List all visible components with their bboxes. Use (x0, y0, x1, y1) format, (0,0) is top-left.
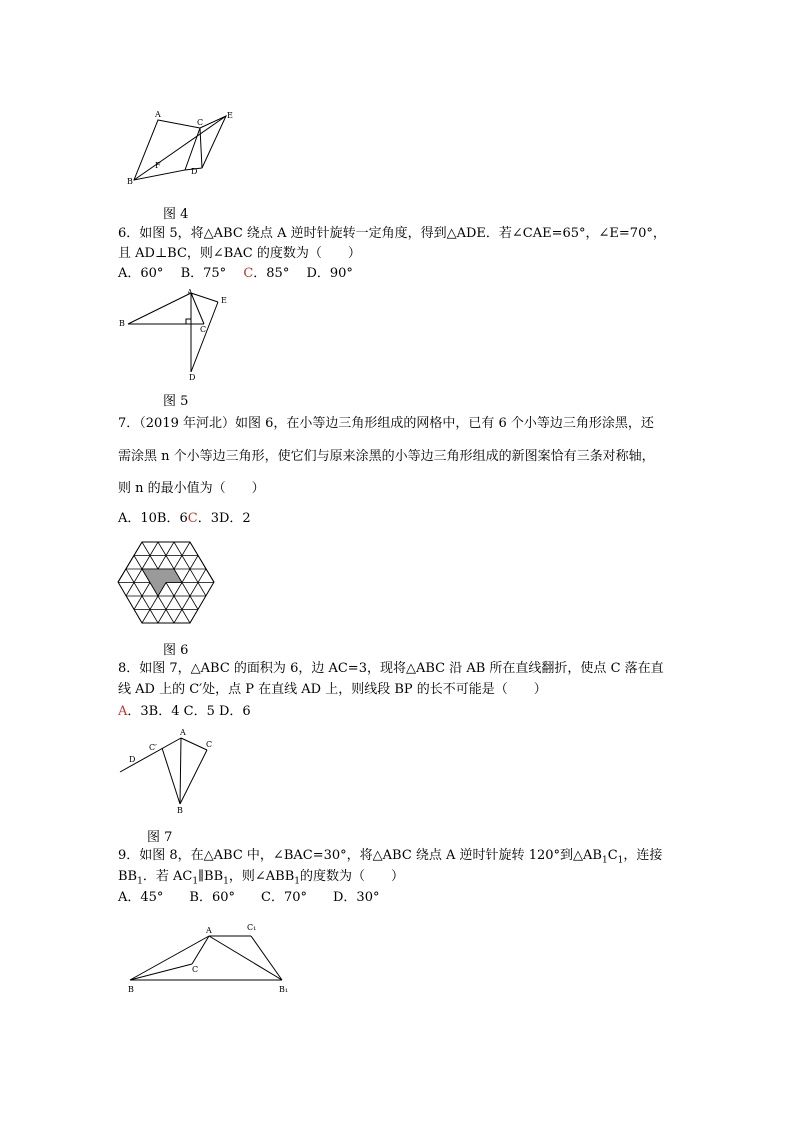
fig5-label-D: D (189, 373, 196, 382)
fig5-label-A: A (187, 288, 193, 297)
q7-options (118, 511, 251, 527)
q6-option-b: B．75° (180, 266, 227, 281)
fig8-label-B: B (128, 985, 134, 994)
q9-text-line1 (118, 848, 662, 869)
fig4-label-B: B (127, 177, 133, 186)
fig8-label-A: A (206, 926, 212, 935)
q7-text-line2: 需涂黑 n 个小等边三角形，使它们与原来涂黑的小等边三角形组成的新图案恰有三条对称轴， (118, 449, 655, 464)
fig8-label-B1: B₁ (279, 985, 289, 994)
q9-line2-sub2: 1 (192, 876, 199, 887)
fig5-label-C: C (200, 325, 207, 334)
q9-line2-sub1: 1 (137, 876, 143, 887)
q6-text-line1: 6．如图 5，将△ABC 绕点 A 逆时针旋转一定角度，得到△ADE．若∠CAE=65°，∠E=70°， (118, 226, 666, 241)
fig7-label-D: D (129, 755, 136, 764)
q9-line2-e: 的度数为（ ） (300, 869, 405, 884)
fig7-caption: 图 7 (147, 830, 173, 845)
q8-options-rest: ．3B．4 C．5 D．6 (127, 704, 251, 719)
q9-text-line2 (118, 869, 404, 890)
q7-options-post: ．3D．2 (197, 511, 251, 526)
q9-line2-sub3: 1 (223, 876, 229, 887)
q9-line1-sub1: 1 (601, 855, 608, 866)
q8-text-line2: 线 AD 上的 C′处，点 P 在直线 AD 上，则线段 BP 的长不可能是（ ） (118, 682, 547, 697)
fig4-label-E: E (227, 111, 233, 120)
fig5-label-E: E (221, 296, 227, 305)
fig7-label-B: B (177, 806, 183, 815)
q6-option-a: A．60° (118, 266, 164, 281)
q8-option-a-letter: A (118, 704, 128, 719)
q7-options-pre: A．10B．6 (118, 511, 188, 526)
fig7-label-Cprime: C′ (149, 743, 157, 752)
q7-text-line1: 7．（2019 年河北）如图 6，在小等边三角形组成的网格中，已有 6 个小等边三角形涂黑，还 (118, 416, 654, 431)
figure-8-diagram (122, 918, 302, 998)
fig4-label-C: C (197, 118, 204, 127)
q9-line2-c: ∥BB (198, 869, 224, 884)
q6-option-d: D．90° (306, 266, 353, 281)
q7-option-c-letter: C (187, 511, 198, 526)
q9-line1-c: ，连接 (623, 848, 663, 863)
fig7-label-A: A (180, 728, 186, 737)
fig5-label-B: B (119, 319, 125, 328)
q9-line2-d: ，则∠ABB (228, 869, 295, 884)
q9-line2-a: BB (118, 869, 138, 884)
q9-line1-b: C (607, 848, 618, 863)
q9-options: A．45° B．60° C．70° D．30° (118, 890, 380, 905)
fig4-label-A: A (155, 110, 161, 119)
fig4-label-F: F (155, 161, 161, 170)
q7-text-line3: 则 n 的最小值为（ ） (118, 481, 265, 496)
q8-text-line1: 8．如图 7，△ABC 的面积为 6，边 AC=3，现将△ABC 沿 AB 所在直线翻折，使点 C 落在直 (118, 661, 664, 676)
q6-options (118, 266, 353, 282)
fig7-label-C: C (206, 740, 213, 749)
q9-line1-sub2: 1 (617, 855, 624, 866)
figure-7-diagram (118, 726, 228, 814)
q9-line2-sub4: 1 (294, 876, 301, 887)
figure-4-diagram (120, 108, 250, 188)
figure-5-diagram (118, 290, 238, 380)
fig6-caption: 图 6 (163, 643, 189, 658)
q6-text-line2: 且 AD⊥BC，则∠BAC 的度数为（ ） (118, 246, 361, 261)
fig8-label-C1: C₁ (247, 923, 257, 932)
q6-option-c: ．85° (253, 266, 290, 281)
q8-options (118, 704, 251, 720)
fig5-caption: 图 5 (163, 394, 189, 409)
fig4-label-D: D (191, 167, 198, 176)
q9-line2-b: ．若 AC (142, 869, 193, 884)
fig4-caption: 图 4 (163, 207, 189, 222)
q6-option-c-letter: C (243, 266, 254, 281)
q9-line1-a: 9．如图 8，在△ABC 中，∠BAC=30°，将△ABC 绕点 A 逆时针旋转 120°到△AB (118, 848, 602, 863)
fig8-label-C: C (192, 965, 199, 974)
figure-6-grid (118, 538, 218, 628)
